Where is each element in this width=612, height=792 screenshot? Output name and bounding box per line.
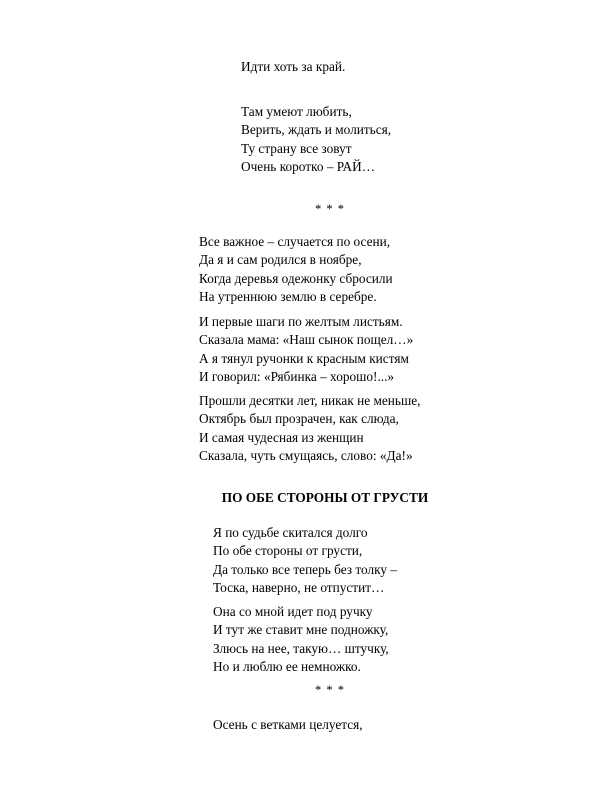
stanza (199, 233, 393, 307)
poem-line: Идти хоть за край. (241, 59, 346, 74)
poem-line: Тоска, наверно, не отпустит… (213, 580, 385, 596)
poem-line: И тут же ставит мне подножку, (213, 622, 389, 638)
poem-line: Ту страну все зовут (241, 140, 352, 156)
poem-line: И первые шаги по желтым листьям. (199, 314, 403, 329)
stanza (213, 603, 389, 677)
poem-line: Она со мной идет под ручку (213, 604, 373, 619)
poem-line: Октябрь был прозрачен, как слюда, (199, 411, 399, 427)
poem-line: И самая чудесная из женщин (199, 429, 364, 445)
section-separator: * * * (315, 202, 345, 216)
poem-line: Очень коротко – РАЙ… (241, 159, 375, 175)
stanza (199, 313, 413, 387)
stanza (241, 103, 391, 177)
stanza (241, 58, 345, 76)
poem-line: Сказала мама: «Наш сынок пощел…» (199, 332, 414, 348)
poem-line: По обе стороны от грусти, (213, 543, 363, 559)
poem-line: Там умеют любить, (241, 104, 352, 119)
poem-title: ПО ОБЕ СТОРОНЫ ОТ ГРУСТИ (221, 490, 429, 505)
poem-line: Когда деревья одежонку сбросили (199, 270, 393, 286)
poem-line: Да только все теперь без толку – (213, 561, 397, 577)
poem-line: Но и люблю ее немножко. (213, 659, 361, 675)
poem-line: Да я и сам родился в ноябре, (199, 252, 362, 268)
poem-line: И говорил: «Рябинка – хорошо!...» (199, 369, 395, 385)
stanza (213, 716, 363, 734)
poem-line: Верить, ждать и молиться, (241, 122, 392, 138)
section-separator: * * * (315, 683, 345, 697)
stanza (199, 392, 420, 466)
poem-line: На утреннюю землю в серебре. (199, 289, 377, 305)
poem-line: Я по судьбе скитался долго (213, 525, 368, 540)
poem-line: Злюсь на нее, такую… штучку, (213, 640, 389, 656)
poem-line: Осень с ветками целуется, (213, 717, 363, 732)
poem-line: Прошли десятки лет, никак не меньше, (199, 393, 421, 408)
stanza (213, 524, 397, 598)
poem-line: Все важное – случается по осени, (199, 234, 391, 249)
poem-line: Сказала, чуть смущаясь, слово: «Да!» (199, 448, 413, 464)
poem-line: А я тянул ручонки к красным кистям (199, 350, 409, 366)
